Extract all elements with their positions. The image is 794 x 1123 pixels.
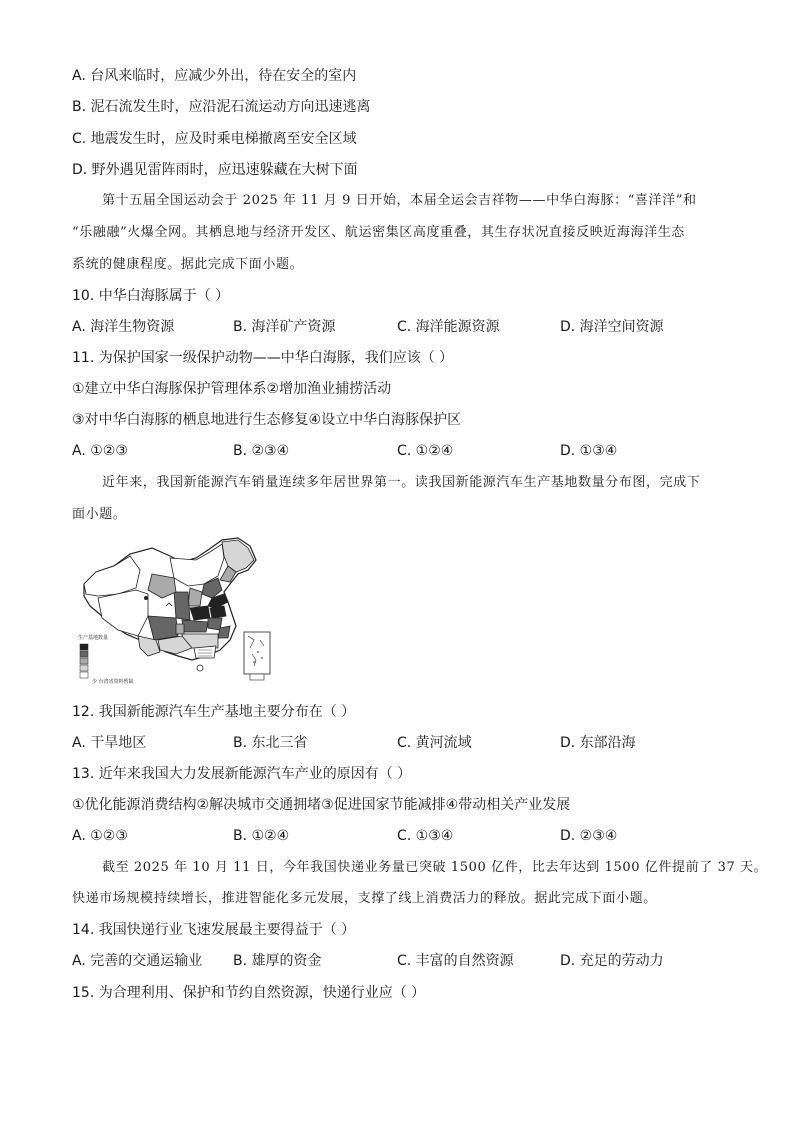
passage-dolphin-line2: “乐融融”火爆全网。其栖息地与经济开发区、航运密集区高度重叠，其生存状况直接反映近海海洋生态 <box>72 225 685 240</box>
q14-option-b: B. 雄厚的资金 <box>233 953 322 969</box>
passage-ev-line2: 面小题。 <box>72 507 127 522</box>
q13-option-c: C. ①③④ <box>397 828 454 844</box>
q11-statements-1: ①建立中华白海豚保护管理体系②增加渔业捕捞活动 <box>72 381 392 397</box>
region-jiangsu <box>210 606 226 618</box>
question-15: 15. 为合理利用、保护和节约自然资源，快递行业应（ ） <box>72 985 426 1001</box>
legend-swatch-light <box>80 658 88 664</box>
q11-option-a: A. ①②③ <box>72 443 128 459</box>
question-14: 14. 我国快递行业飞速发展最主要得益于（ ） <box>72 922 356 938</box>
legend-swatch-pale <box>80 665 88 671</box>
legend-title: 生产基地数量 <box>78 635 109 641</box>
region-zhejiang <box>218 626 230 638</box>
region-henan <box>190 606 210 620</box>
question-13: 13. 近年来我国大力发展新能源汽车产业的原因有（ ） <box>72 766 412 782</box>
q9-option-b: B. 泥石流发生时，应沿泥石流运动方向迅速逃离 <box>72 99 371 115</box>
question-11: 11. 为保护国家一级保护动物——中华白海豚，我们应该（ ） <box>72 350 454 366</box>
passage-ev-line1: 近年来，我国新能源汽车销量连续多年居世界第一。读我国新能源汽车生产基地数量分布图，完成下 <box>102 475 701 490</box>
question-12: 12. 我国新能源汽车生产基地主要分布在（ ） <box>72 704 356 720</box>
q10-option-b: B. 海洋矿产资源 <box>233 319 336 335</box>
passage-dolphin-line1: 第十五届全国运动会于 2025 年 11 月 9 日开始，本届全运会吉祥物——中华白海豚：“喜洋洋”和 <box>102 193 697 208</box>
q9-option-d: D. 野外遇见雷阵雨时，应迅速躲藏在大树下面 <box>72 162 358 178</box>
q12-option-c: C. 黄河流域 <box>397 735 472 751</box>
q9-option-c: C. 地震发生时，应及时乘电梯撤离至安全区域 <box>72 131 357 147</box>
south-china-sea-inset <box>244 632 270 674</box>
q13-option-a: A. ①②③ <box>72 828 128 844</box>
legend-swatch-none <box>80 672 88 678</box>
q14-option-c: C. 丰富的自然资源 <box>397 953 514 969</box>
q11-statements-2: ③对中华白海豚的栖息地进行生态修复④设立中华白海豚保护区 <box>72 412 462 428</box>
q13-option-b: B. ①②④ <box>233 828 290 844</box>
q12-option-b: B. 东北三省 <box>233 735 308 751</box>
region-hubei <box>182 620 208 632</box>
q11-option-b: B. ②③④ <box>233 443 290 459</box>
passage-dolphin-line3: 系统的健康程度。据此完成下面小题。 <box>72 257 304 272</box>
legend-note: 少 台湾省资料暂缺 <box>92 679 134 685</box>
q11-option-d: D. ①③④ <box>560 443 618 459</box>
ev-base-distribution-map <box>78 536 284 688</box>
q13-option-d: D. ②③④ <box>560 828 618 844</box>
q14-option-d: D. 充足的劳动力 <box>560 953 664 969</box>
q11-option-c: C. ①②④ <box>397 443 454 459</box>
passage-express-line2: 快递市场规模持续增长，推进智能化多元发展，支撑了线上消费活力的释放。据此完成下面小题。 <box>72 891 657 906</box>
question-10: 10. 中华白海豚属于（ ） <box>72 288 230 304</box>
legend-swatch-mid <box>80 651 88 657</box>
q12-option-a: A. 干旱地区 <box>72 735 147 751</box>
q10-option-c: C. 海洋能源资源 <box>397 319 500 335</box>
q13-statements-1: ①优化能源消费结构②解决城市交通拥堵③促进国家节能减排④带动相关产业发展 <box>72 797 571 813</box>
hainan-island <box>197 665 203 671</box>
q10-option-d: D. 海洋空间资源 <box>560 319 664 335</box>
legend-swatch-dark <box>80 644 88 650</box>
q9-option-a: A. 台风来临时，应减少外出，待在安全的室内 <box>72 68 357 84</box>
region-chongqing <box>176 624 184 634</box>
q12-option-d: D. 东部沿海 <box>560 735 636 751</box>
passage-express-line1: 截至 2025 年 10 月 11 日，今年我国快递业务量已突破 1500 亿件，比去年达到 1500 亿件提前了 37 天。 <box>102 860 768 875</box>
q10-option-a: A. 海洋生物资源 <box>72 319 175 335</box>
q14-option-a: A. 完善的交通运输业 <box>72 953 203 969</box>
region-shaanxi <box>174 592 190 620</box>
